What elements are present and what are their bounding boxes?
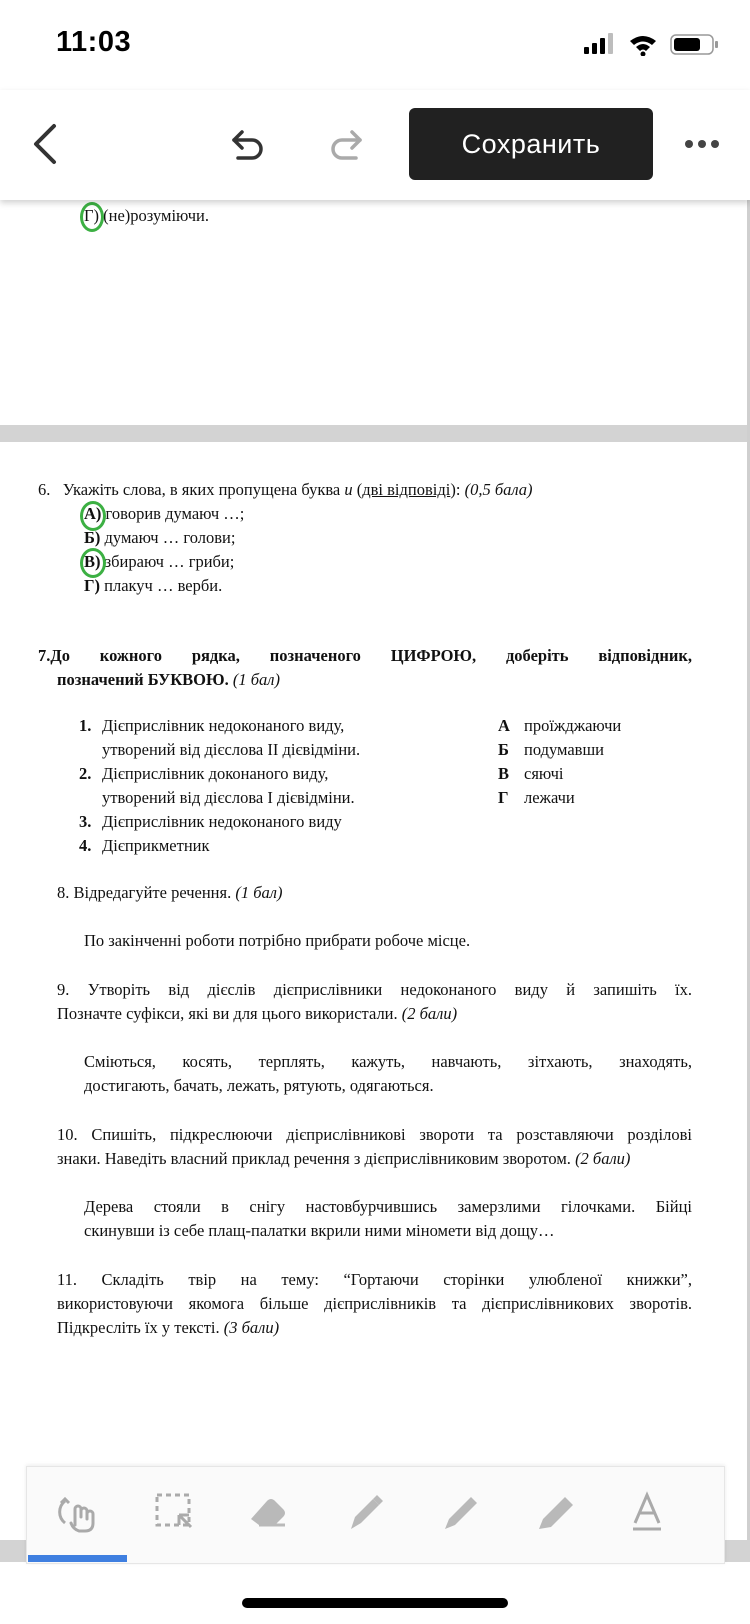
- annotation-circle: [80, 501, 106, 531]
- q6-option-text: плакуч … верби.: [104, 576, 223, 595]
- q7-left-num: 1.: [79, 716, 92, 735]
- q7-left-num: 3.: [79, 812, 92, 831]
- q6-option-letter: В): [84, 552, 101, 571]
- q6-points: (0,5 бала): [464, 480, 533, 499]
- q11-line1: 11. Складіть твір на тему: “Гортаючи сторінки улюбленої книжки”,: [57, 1270, 692, 1289]
- q7-left-num: 2.: [79, 764, 92, 783]
- q7-left-item: утворений від дієслова ІІ дієвідміни.: [102, 740, 361, 759]
- q10-text2: скинувши із себе плащ-палатки вкрили ними міномети від дощу…: [84, 1221, 555, 1240]
- q6-two-answers: дві відповіді: [362, 480, 451, 499]
- back-icon[interactable]: [28, 122, 64, 166]
- q11-line2: використовуючи якомога більше дієприслівників та дієприслівникових зворотів.: [57, 1294, 692, 1313]
- q7-line2-text: позначений БУКВОЮ.: [57, 670, 229, 689]
- q7-line1: 7.До кожного рядка, позначеного ЦИФРОЮ, доберіть відповідник,: [38, 646, 692, 665]
- q6-paren-close: ):: [450, 480, 461, 499]
- q8-points: (1 бал): [235, 883, 283, 902]
- eraser-icon[interactable]: [245, 1489, 291, 1535]
- q7-left-item: утворений від дієслова І дієвідміни.: [102, 788, 355, 807]
- q10-points: (2 бали): [575, 1149, 631, 1168]
- q7-right-letter: В: [498, 764, 510, 783]
- more-options-icon[interactable]: [684, 134, 720, 154]
- q6-option-v: [84, 551, 234, 573]
- undo-icon[interactable]: [228, 126, 268, 162]
- q7-left-item: Дієприслівник недоконаного виду,: [102, 716, 345, 735]
- home-indicator[interactable]: [242, 1598, 508, 1608]
- q11-line3: [57, 1317, 279, 1339]
- save-button[interactable]: Сохранить: [409, 108, 653, 180]
- q6-option-text: збираюч … гриби;: [104, 552, 235, 571]
- q10-line2-text: знаки. Наведіть власний приклад речення з дієприслівниковим зворотом.: [57, 1149, 571, 1168]
- q6-num: 6.: [38, 480, 51, 499]
- q8-question: [57, 882, 282, 904]
- q7-left-item: Дієприкметник: [102, 836, 210, 855]
- q11-points: (3 бали): [223, 1318, 280, 1337]
- annotation-circle: [80, 548, 106, 578]
- q9-words2: достигають, бачать, лежать, рятують, одягаються.: [84, 1076, 434, 1095]
- q7-left-num: 4.: [79, 836, 92, 855]
- q6-paren-open: (: [356, 480, 363, 499]
- q11-line3-text: Підкресліть їх у тексті.: [57, 1318, 220, 1337]
- q5-option-g: Г) (не)розуміючи.: [84, 206, 209, 225]
- q6-letter: и: [344, 480, 353, 499]
- q7-right-item: лежачи: [524, 788, 575, 807]
- q9-points: (2 бали): [401, 1004, 458, 1023]
- battery-icon: [671, 35, 718, 54]
- q7-points: (1 бал): [232, 670, 280, 689]
- q9-line2: [57, 1003, 457, 1025]
- q7-right-letter: А: [498, 716, 510, 735]
- text-tool-icon[interactable]: [625, 1489, 671, 1535]
- q7-right-item: проїжджаючи: [524, 716, 622, 735]
- pen-icon[interactable]: [343, 1489, 389, 1535]
- q6-option-letter: А): [84, 504, 102, 523]
- q9-line1: 9. Утворіть від дієслів дієприслівники недоконаного виду й запишіть їх.: [57, 980, 692, 999]
- q8-text: 8. Відредагуйте речення.: [57, 883, 232, 902]
- q9-line2-text: Позначте суфікси, які ви для цього використали.: [57, 1004, 398, 1023]
- active-tool-indicator: [28, 1555, 127, 1562]
- q9-words1: Сміються, косять, терплять, кажуть, навчають, зітхають, знаходять,: [84, 1052, 692, 1071]
- q6-option-letter: Б): [84, 528, 101, 547]
- q7-left-item: Дієприслівник недоконаного виду: [102, 812, 342, 831]
- signal-icon: [584, 33, 613, 54]
- q10-text1: Дерева стояли в снігу настовбурчившись замерзлими гілочками. Бійці: [84, 1197, 692, 1216]
- q7-right-item: подумавши: [524, 740, 605, 759]
- q10-line2: [57, 1148, 630, 1170]
- q10-line1: 10. Спишіть, підкреслюючи дієприслівникові звороти та розставляючи розділові: [57, 1125, 692, 1144]
- q6-question: [38, 479, 533, 501]
- wifi-icon: [630, 36, 656, 56]
- q6-option-a: [84, 503, 244, 525]
- status-time: 11:03: [56, 26, 132, 58]
- q6-text: Укажіть слова, в яких пропущена буква: [62, 480, 341, 499]
- status-icons: [584, 32, 724, 56]
- lasso-select-icon[interactable]: [151, 1489, 197, 1535]
- page-separator: [0, 425, 747, 442]
- tool-palette: [26, 1466, 725, 1564]
- q7-right-letter: Г: [498, 788, 509, 807]
- q6-option-text: говорив думаюч …;: [105, 504, 245, 523]
- redo-icon[interactable]: [326, 126, 366, 162]
- q6-option-text: думаюч … голови;: [104, 528, 236, 547]
- q7-left-item: Дієприслівник доконаного виду,: [102, 764, 329, 783]
- q6-option-b: [84, 527, 235, 549]
- pan-hand-icon[interactable]: [55, 1489, 101, 1535]
- pencil-icon[interactable]: [437, 1489, 483, 1535]
- q7-right-letter: Б: [498, 740, 509, 759]
- top-toolbar: [0, 90, 750, 200]
- q6-option-letter: Г): [84, 576, 100, 595]
- q7-right-item: сяючі: [524, 764, 564, 783]
- q8-sentence: По закінченні роботи потрібно прибрати робоче місце.: [84, 931, 471, 950]
- q6-option-g: [84, 575, 222, 597]
- q7-line2: [57, 669, 280, 691]
- annotation-circle: [80, 202, 104, 232]
- highlighter-icon[interactable]: [533, 1489, 579, 1535]
